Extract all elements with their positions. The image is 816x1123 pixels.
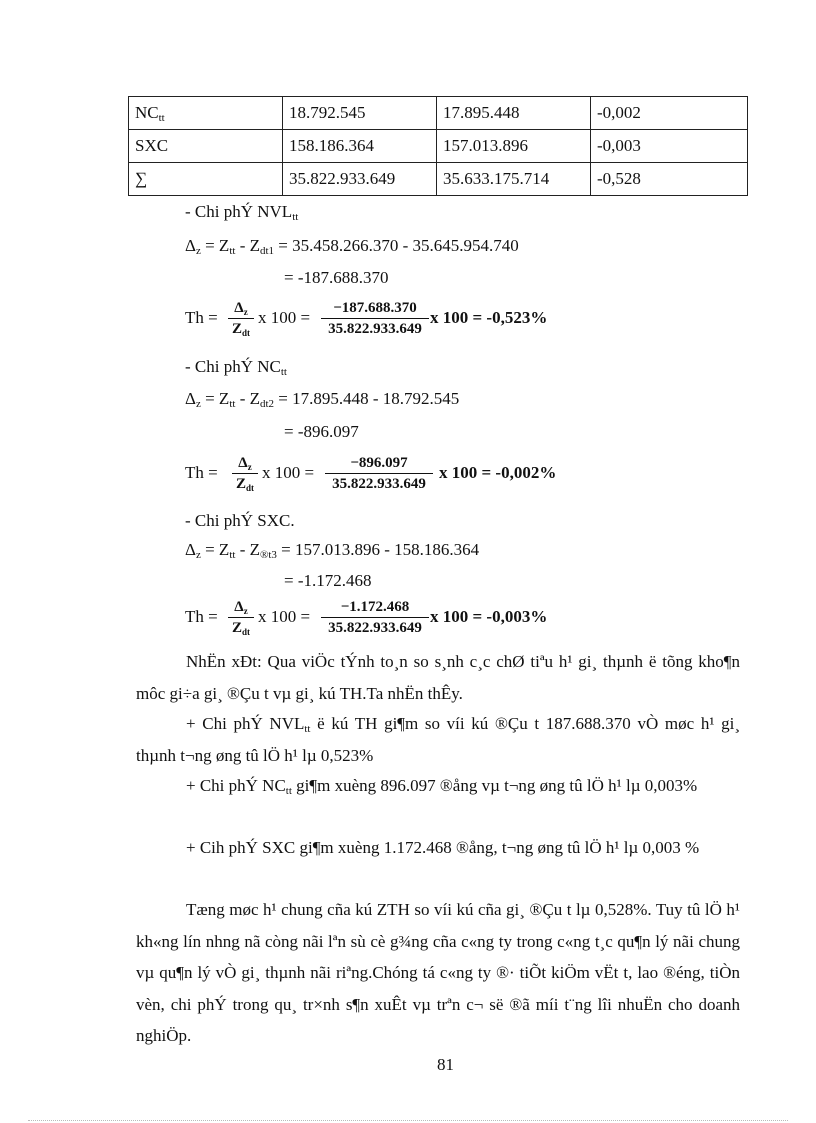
times-100: x 100 = [262, 463, 315, 482]
row-label: $NC_{tt}$ [129, 97, 283, 130]
big-fraction: $\frac{-187.688.370}{35.822.933.649}$ [321, 299, 429, 338]
small-fraction: $\Delta_z$ $Z_{dt}$ [232, 454, 258, 493]
delta-result: = -1.172.468 [284, 571, 372, 590]
paragraph-sxc: + Cih phÝ SXC gi¶m xuèng 1.172.468 ®ång, t¬ng øng tû lÖ h¹ lµ 0,003 % [186, 838, 700, 857]
delta-equation: $\Delta_z = Z_{tt} - Z_{dt2} = 17.895.448 - 18.792.545$ [185, 389, 460, 410]
section-heading: - Chi phÝ SXC. [185, 511, 295, 530]
cell-value: -0,528 [591, 163, 748, 196]
cell-value: -0,003 [591, 130, 748, 163]
small-fraction: $\Delta_z$ $Z_{dt}$ [228, 299, 254, 338]
paragraph-nc: + Chi phÝ $NC_{tt}$ gi¶m xuèng 896.097 ®ång vµ t¬ng øng tû lÖ h¹ lµ 0,003% [186, 776, 698, 797]
percentage-result: x 100 = -0,002% [439, 463, 557, 482]
table-row [129, 97, 748, 130]
th-label: Th = [185, 308, 218, 327]
percentage-result: x 100 = -0,523% [430, 308, 548, 327]
cell-value: -0,002 [591, 97, 748, 130]
th-label: Th = [185, 607, 218, 626]
big-fraction: $\frac{-1.172.468}{35.822.933.649}$ [321, 598, 429, 637]
table-row [129, 163, 748, 196]
cell-value: 158.186.364 [283, 130, 437, 163]
times-100: x 100 = [258, 308, 311, 327]
paragraph-nvl: + Chi phÝ $NVL_{tt}$ ë kú TH gi¶m so víi kú ®Çu t 187.688.370 vÒ møc h¹ gi¸ thµnh t¬ng øng tû lÖ h¹ lµ 0,523% [136, 714, 740, 765]
th-label: Th = [185, 463, 218, 482]
percentage-result: x 100 = -0,003% [430, 607, 548, 626]
cell-value: 17.895.448 [437, 97, 591, 130]
row-label: SXC [129, 130, 283, 163]
page-number: 81 [437, 1055, 454, 1074]
small-fraction: $\Delta_z$ $Z_{dt}$ [228, 598, 254, 637]
cell-value: 35.822.933.649 [283, 163, 437, 196]
section-heading: - Chi phÝ $NVL_{tt}$ [185, 202, 299, 223]
row-label: ∑ [129, 163, 283, 196]
paragraph-remark: NhËn xÐt: Qua viÖc tÝnh to¸n so s¸nh c¸c chØ tiªu h¹ gi¸ thµnh ë tõng kho¶n môc gi÷a gi¸ ®Çu t vµ gi¸ kú TH.Ta nhËn thÊy. [136, 652, 740, 703]
paragraph-summary: Tæng møc h¹ chung cña kú ZTH so víi kú cña gi¸ ®Çu t lµ 0,528%. Tuy tû lÖ h¹ kh«ng lín nhng nã còng nãi lªn sù cè g¾ng cña c«ng ty trong c«ng t¸c qu¶n lý nãi chung vµ qu¶n lý vÒ gi¸ thµnh nãi riªng.Chóng tá c«ng ty ®· tiÕt kiÖm vËt t, lao ®éng, tiÒn vèn, chi phÝ trong qu¸ tr×nh s¶n xuÊt vµ trªn c¬ së ®ã míi t¨ng lîi nhuËn cho doanh nghiÖp. [136, 900, 740, 1045]
delta-result: = -896.097 [284, 422, 359, 441]
cell-value: 157.013.896 [437, 130, 591, 163]
delta-equation: $\Delta_z = Z_{tt} - Z_{®t3} = 157.013.896 - 158.186.364$ [185, 540, 480, 561]
delta-result: = -187.688.370 [284, 268, 389, 287]
cell-value: 18.792.545 [283, 97, 437, 130]
times-100: x 100 = [258, 607, 311, 626]
cell-value: 35.633.175.714 [437, 163, 591, 196]
big-fraction: $\frac{-896.097}{35.822.933.649}$ [325, 454, 433, 493]
section-heading: - Chi phÝ $NC_{tt}$ [185, 357, 287, 378]
cost-table [128, 96, 748, 196]
table-row [129, 130, 748, 163]
footer-divider [28, 1120, 788, 1121]
delta-equation: $\Delta_z = Z_{tt} - Z_{dt1} = 35.458.266.370 - 35.645.954.740$ [185, 236, 519, 257]
